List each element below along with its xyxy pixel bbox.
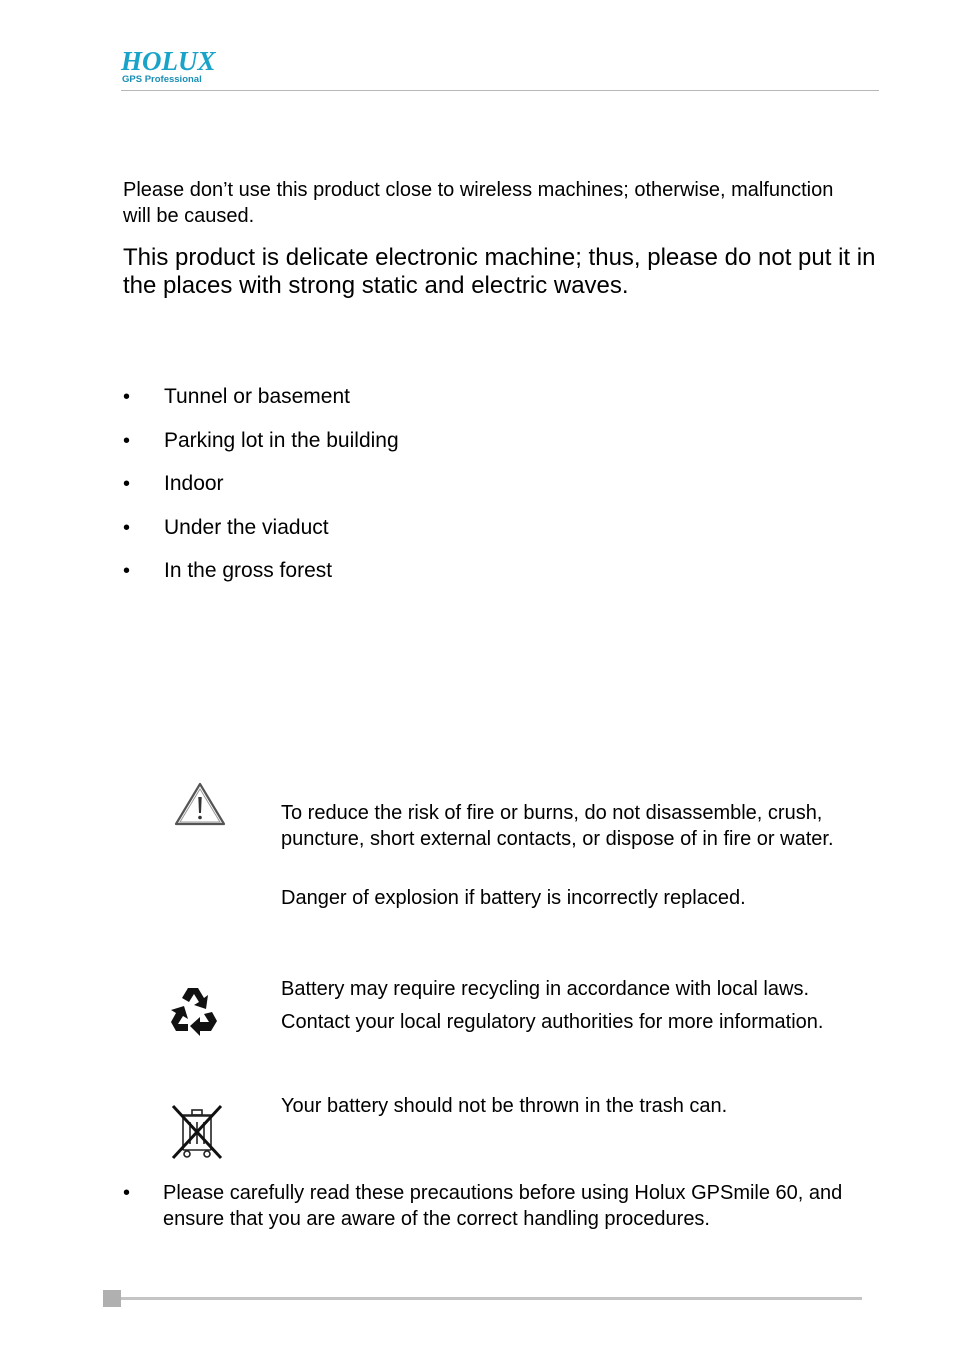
warning-text-fire: To reduce the risk of fire or burns, do not disassemble, crush, puncture, short external contacts, or dispose of in fire or water. bbox=[281, 802, 834, 850]
intro-paragraph-wireless: Please don’t use this product close to wireless machines; otherwise, malfunction will be caused. bbox=[123, 179, 834, 227]
bullet-icon: • bbox=[123, 429, 131, 452]
logo-subtext: GPS Professional bbox=[122, 74, 202, 85]
footer-marker bbox=[103, 1290, 121, 1307]
footer-divider bbox=[121, 1297, 862, 1300]
crossed-out-bin-icon bbox=[167, 1102, 227, 1162]
header-divider bbox=[121, 90, 879, 91]
precaution-note-text: Please carefully read these precautions before using Holux GPSmile 60, and ensure that you are aware of the correct handling procedures. bbox=[163, 1182, 843, 1230]
recycle-text-laws: Battery may require recycling in accordance with local laws. bbox=[281, 978, 809, 1000]
warning-text-explosion: Danger of explosion if battery is incorrectly replaced. bbox=[281, 887, 746, 909]
bullet-icon: • bbox=[123, 473, 131, 495]
bullet-icon: • bbox=[123, 386, 131, 408]
trash-text: Your battery should not be thrown in the trash can. bbox=[281, 1095, 728, 1117]
bullet-icon: • bbox=[123, 560, 131, 582]
bullet-icon: • bbox=[123, 1182, 131, 1204]
precaution-note bbox=[123, 1180, 903, 1236]
recycle-text-contact: Contact your local regulatory authorities for more information. bbox=[281, 1011, 824, 1033]
bullet-icon: • bbox=[123, 516, 131, 539]
warning-triangle-icon bbox=[172, 780, 228, 830]
recycle-icon bbox=[166, 982, 222, 1038]
logo-text: HOLUX bbox=[121, 46, 216, 76]
holux-logo bbox=[121, 46, 231, 88]
intro-paragraph-static: This product is delicate electronic machine; thus, please do not put it in the places with strong static and electric waves. bbox=[123, 244, 876, 299]
